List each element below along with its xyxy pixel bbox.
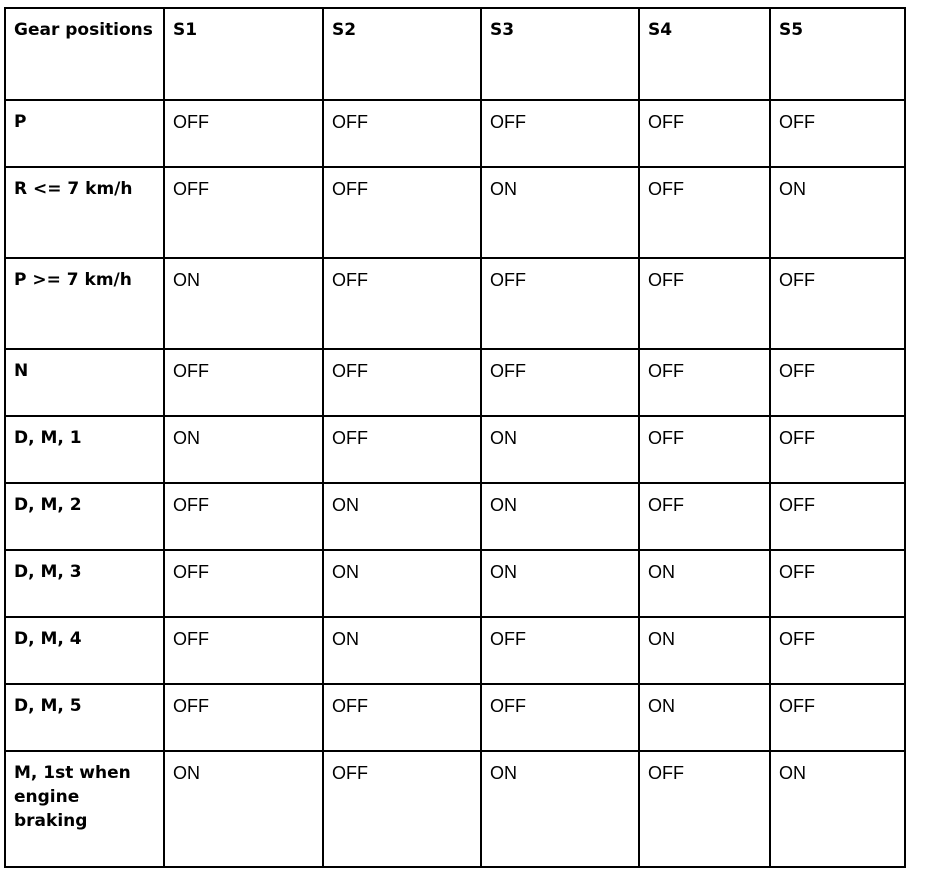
solenoid-state-cell: OFF [481,100,639,167]
solenoid-state-cell: ON [770,751,905,867]
table-row [5,751,905,867]
solenoid-state-cell: OFF [164,483,323,550]
solenoid-state-cell: ON [481,483,639,550]
gear-position-label: M, 1st when engine braking [5,751,164,867]
header-4: S4 [639,8,770,100]
solenoid-state-cell: OFF [481,258,639,349]
solenoid-state-cell: ON [323,617,481,684]
solenoid-state-cell: ON [770,167,905,258]
table-body [5,100,905,867]
solenoid-state-cell: ON [481,167,639,258]
table-row [5,167,905,258]
solenoid-state-cell: OFF [323,167,481,258]
table-row [5,617,905,684]
solenoid-state-cell: ON [323,550,481,617]
table-row [5,416,905,483]
table-header-row [5,8,905,100]
solenoid-state-cell: OFF [639,483,770,550]
solenoid-state-cell: OFF [323,349,481,416]
solenoid-state-cell: ON [639,550,770,617]
table-row [5,684,905,751]
solenoid-state-cell: ON [323,483,481,550]
solenoid-state-cell: OFF [639,349,770,416]
header-gear-positions: Gear positions [5,8,164,100]
header-3: S3 [481,8,639,100]
header-2: S2 [323,8,481,100]
gear-position-label: P >= 7 km/h [5,258,164,349]
solenoid-state-cell: OFF [770,617,905,684]
solenoid-state-cell: OFF [770,258,905,349]
solenoid-state-cell: OFF [770,550,905,617]
solenoid-state-cell: ON [481,416,639,483]
solenoid-state-cell: ON [164,416,323,483]
solenoid-state-cell: OFF [164,349,323,416]
solenoid-state-cell: OFF [164,100,323,167]
solenoid-state-cell: ON [639,617,770,684]
solenoid-state-cell: ON [164,751,323,867]
solenoid-state-cell: OFF [323,100,481,167]
solenoid-state-cell: ON [481,550,639,617]
solenoid-state-cell: OFF [164,684,323,751]
gear-position-label: N [5,349,164,416]
table-row [5,483,905,550]
solenoid-state-cell: OFF [639,167,770,258]
gear-position-label: P [5,100,164,167]
table-row [5,100,905,167]
gear-position-label: R <= 7 km/h [5,167,164,258]
solenoid-state-cell: ON [639,684,770,751]
gear-solenoid-table [4,7,906,868]
solenoid-state-cell: OFF [770,349,905,416]
gear-position-label: D, M, 1 [5,416,164,483]
solenoid-state-cell: OFF [770,100,905,167]
header-5: S5 [770,8,905,100]
solenoid-state-cell: OFF [164,167,323,258]
gear-position-label: D, M, 2 [5,483,164,550]
solenoid-state-cell: OFF [639,100,770,167]
solenoid-state-cell: OFF [323,258,481,349]
solenoid-state-cell: OFF [639,258,770,349]
solenoid-state-cell: OFF [770,684,905,751]
gear-position-label: D, M, 5 [5,684,164,751]
table-row [5,550,905,617]
solenoid-state-cell: OFF [323,684,481,751]
solenoid-state-cell: OFF [323,416,481,483]
solenoid-state-cell: OFF [481,684,639,751]
solenoid-state-cell: OFF [481,617,639,684]
gear-position-label: D, M, 4 [5,617,164,684]
solenoid-state-cell: OFF [164,550,323,617]
solenoid-state-cell: OFF [164,617,323,684]
table-row [5,349,905,416]
solenoid-state-cell: ON [164,258,323,349]
header-1: S1 [164,8,323,100]
solenoid-state-cell: ON [481,751,639,867]
solenoid-state-cell: OFF [639,416,770,483]
solenoid-state-cell: OFF [323,751,481,867]
solenoid-state-cell: OFF [770,416,905,483]
table-row [5,258,905,349]
solenoid-state-cell: OFF [481,349,639,416]
solenoid-state-cell: OFF [770,483,905,550]
solenoid-state-cell: OFF [639,751,770,867]
gear-position-label: D, M, 3 [5,550,164,617]
